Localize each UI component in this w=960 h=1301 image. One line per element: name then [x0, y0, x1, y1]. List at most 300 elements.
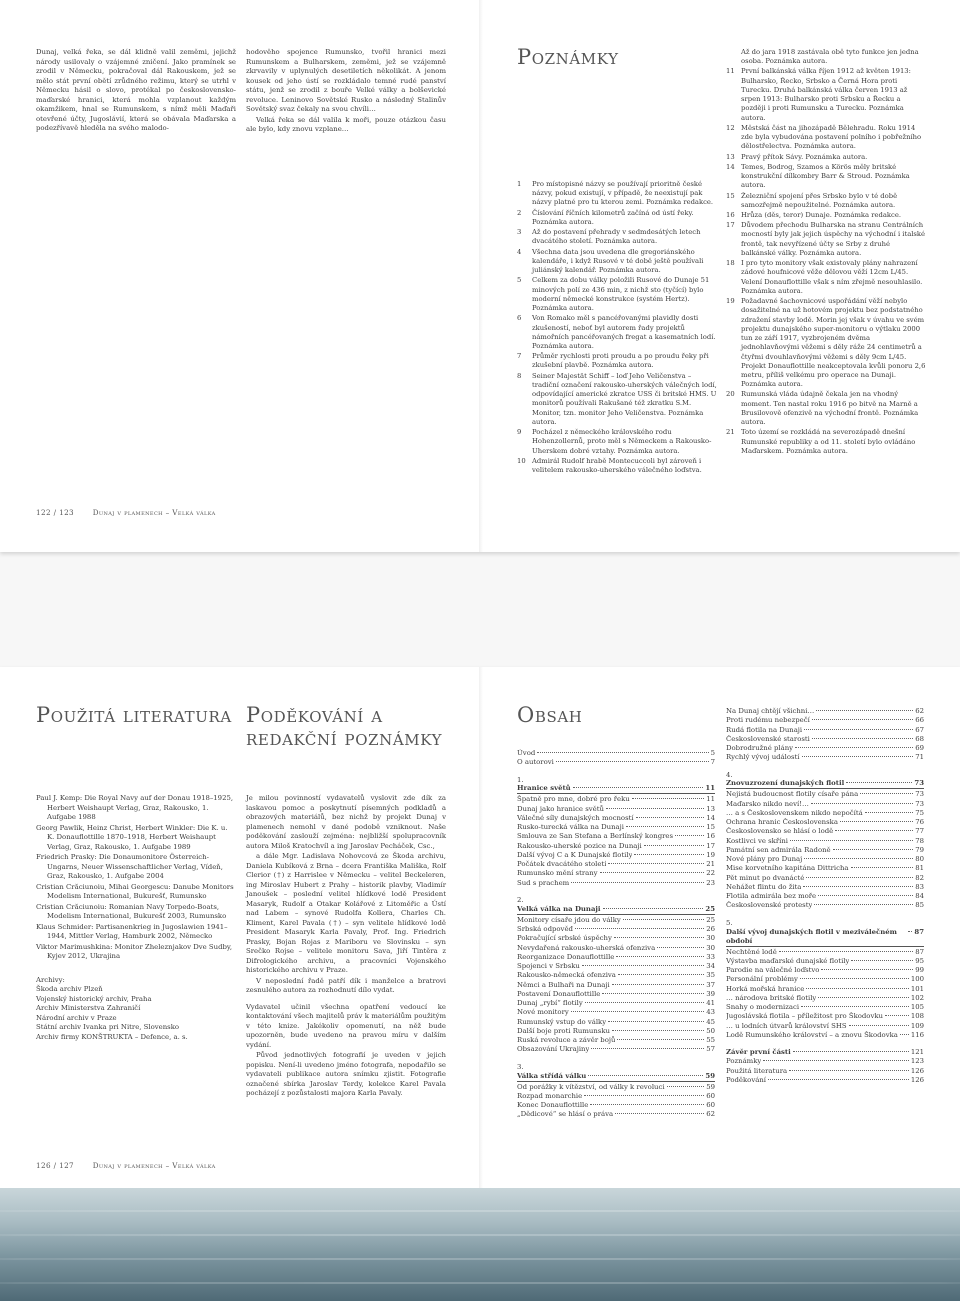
toc-leader-dots [585, 1002, 704, 1003]
toc-entry-title: Československé starosti [726, 734, 810, 743]
toc-entry [517, 1018, 715, 1027]
toc-leader-dots [571, 882, 704, 883]
body-paragraph: Je milou povinností vydavatelů vyslovit zde dík za laskavou pomoc a poskytnutí písemných podkladů a obrazových materiálů, bez nichž by projekt Dunaj v plamenech nemohl v dané podobě vzniknout. Naše poděkování zaslouží zejména: nejbližší spolupracovník autora Miloš Kratochvíl a ing Jaroslav Pecháček, Csc., [246, 794, 446, 850]
footnote [726, 192, 926, 210]
toc-page-number: 69 [915, 744, 924, 752]
toc-entry [517, 832, 715, 841]
toc-entry [517, 842, 715, 851]
toc-entry [726, 735, 924, 744]
toc-entry-title: „Dědicové“ se hlásí o práva [517, 1110, 614, 1119]
toc-page-number: 71 [915, 753, 924, 762]
toc-leader-dots [885, 1015, 909, 1016]
toc-page-number: 19 [706, 850, 715, 859]
toc-leader-dots [806, 988, 909, 989]
literature-heading: Použitá literatura [36, 703, 232, 727]
toc-entry-title: Rychlý vývoj událostí [726, 753, 800, 762]
toc-leader-dots [571, 1011, 704, 1012]
footnote-text: Průměr rychlosti proti proudu a po proudu řeky při zkušební plavbě. Poznámka autora. [532, 352, 709, 370]
toc-entry-title: Obsazování Ukrajiny [517, 1045, 590, 1054]
toc-section-title [517, 905, 715, 915]
toc-column-2 [726, 707, 924, 1085]
toc-entry-title: Ruská revoluce a závěr bojů [517, 1036, 616, 1045]
toc-entry-title: Rudá flotila na Dunaji [726, 725, 803, 734]
footnote-text: Von Romako měl s pancéřovanými plavidly dosti zkušeností, neboť byl autorem řady projektů námořních pancéřovaných fregat a kasematních lodí. Poznámka autora. [532, 314, 716, 350]
footnote-number: 11 [726, 67, 735, 76]
toc-entry-title: Dunaj „rybí“ flotily [517, 999, 583, 1008]
toc-entry-title: Na Dunaj chtějí všichni… [726, 707, 815, 715]
footnote-text: Požadavné šachovnicové uspořádání věží nebylo dosažitelné na už hotovém projektu bez podstatného zdražení stavby lodě. Morin jej však v úvahu ve svém projektu dunajského super-monitoru o výtlaku 2000 tun ze září 1917, vyzbrojeném dvěma jednohlavňovými věžemi s děly ráže 24 centimetrů a čtyřmi dvouhlavňovými věžemi s děly 9cm L/45. Projekt Donauflottille neakceptovala kvůli ponoru 2,6 metru, příliš velkému pro operace na Dunaji. Poznámka autora. [741, 297, 926, 389]
footnote [517, 276, 717, 313]
toc-entry-title: Srbská odpověď [517, 925, 573, 934]
toc-entry-title: Poznámky [726, 1057, 762, 1066]
toc-leader-dots [818, 997, 909, 998]
toc-leader-dots [600, 872, 705, 873]
toc-page-number: 22 [706, 869, 715, 878]
toc-page-number: 87 [915, 947, 924, 956]
toc-entry [726, 753, 924, 762]
toc-entry-title: O autorovi [517, 758, 554, 767]
toc-leader-dots [768, 1079, 909, 1080]
toc-entry-title: Pokračující srbské úspěchy [517, 934, 612, 943]
toc-entry-title: … a s Československem nikdo nepočítá [726, 808, 863, 817]
footnote [726, 297, 926, 389]
footnote-text: Toto území se rozkládá na severozápadě dnešní Rumunské republiky a od 11. století bylo ovládáno Maďarskem. Poznámka autora. [741, 428, 916, 455]
toc-page-number: 60 [706, 1091, 715, 1100]
toc-page-number: 109 [910, 1021, 924, 1030]
toc-entry-title: Proti rudému nebezpečí [726, 716, 810, 725]
toc-page-number: 55 [706, 1036, 715, 1045]
toc-entry [726, 716, 924, 725]
toc-entry [517, 1092, 715, 1101]
toc-entry-title: Československo se hlásí o lodě [726, 827, 834, 836]
footnote-number: 20 [726, 390, 735, 399]
toc-entry [726, 827, 924, 836]
toc-page-number: 102 [910, 993, 924, 1002]
toc-entry [517, 999, 715, 1008]
toc-leader-dots [575, 928, 704, 929]
toc-entry [726, 809, 924, 818]
toc-leader-dots [634, 854, 704, 855]
toc-section [726, 919, 924, 1040]
toc-entry [726, 744, 924, 753]
toc-page-number: 121 [910, 1048, 924, 1057]
toc-page-number: 85 [915, 901, 924, 910]
toc-page-number: 82 [915, 873, 924, 882]
toc-entry [726, 1031, 924, 1040]
footnote-text: Důvodem přechodu Bulharska na stranu Centrálních mocností byly jak jejich úspěchy na východní i italské frontě, tak nevyřízené účty se Srby z druhé balkánské války. Poznámka autora. [741, 221, 926, 257]
water-ripple [0, 1282, 960, 1284]
toc-leader-dots [793, 1051, 909, 1052]
spread-gutter [479, 667, 483, 1188]
toc-entry-title: Dobrodružné plány [726, 744, 794, 752]
toc-leader-dots [804, 729, 913, 730]
archives-label: Archivy: [36, 975, 65, 984]
toc-page-number: 60 [706, 1101, 715, 1110]
toc-leader-dots [632, 798, 704, 799]
toc-page-number: 17 [706, 841, 715, 850]
footnote-number: 6 [517, 314, 522, 323]
text-column-1 [36, 48, 236, 135]
toc-entry-title: Rusko-turecká válka na Dunaji [517, 823, 624, 832]
toc-leader-dots [616, 956, 704, 957]
toc-entry [517, 934, 715, 943]
toc-page-number: 34 [706, 962, 715, 971]
footnote [726, 390, 926, 427]
toc-leader-dots [612, 984, 705, 985]
bibliography-entry: Georg Pawlik, Heinz Christ, Herbert Winkler: Die K. u. K. Donauflottille 1870–1918, Herbert Weishaupt Verlag, Graz, Rakousko, 1. Aufgabe 1989 [36, 823, 228, 851]
folio: 122 / 123 [36, 508, 75, 517]
toc-leader-dots [675, 835, 704, 836]
footnote-text: Hrůza (děs, teror) Dunaje. Poznámka redakce. [741, 210, 902, 219]
footnote [517, 248, 717, 276]
toc-entry-title: Závěr první části [726, 1048, 791, 1057]
footnote [726, 211, 926, 220]
archive-entry: Národní archiv v Praze [36, 1013, 117, 1022]
toc-leader-dots [840, 821, 913, 822]
footnote-text: Pravý přítok Sávy. Poznámka autora. [741, 152, 868, 161]
toc-leader-dots [618, 974, 704, 975]
toc-entry-title: Od porážky k vítězství, od války k revoluci [517, 1082, 665, 1091]
toc-leader-dots [814, 904, 913, 905]
running-title: Dunaj v plamenech – Velká válka [92, 508, 216, 517]
toc-entry-title: Dunaj jako hranice světů [517, 804, 604, 813]
toc-leader-dots [801, 1006, 909, 1007]
toc-leader-dots [582, 965, 704, 966]
toc-entry-title: Ochrana hranic Československa [726, 818, 838, 827]
toc-leader-dots [617, 1039, 704, 1040]
water-ripple [0, 1210, 960, 1212]
footnote [517, 457, 717, 475]
toc-leader-dots [812, 719, 913, 720]
toc-entry [726, 957, 924, 966]
footnote-number: 9 [517, 428, 522, 437]
toc-leader-dots [835, 830, 913, 831]
running-title: Dunaj v plamenech – Velká válka [92, 1161, 216, 1170]
page-footer [36, 508, 216, 517]
toc-leader-dots [608, 863, 704, 864]
toc-section [726, 771, 924, 911]
toc-entry-title: Rumunský vstup do války [517, 1017, 607, 1026]
body-paragraph: Vydavatel učinil všechna opatření vedoucí ke kontaktování všech majitelů práv k materiálům použitým v této knize. Jakékoliv opomenutí, na něž bude upozorněn, bude uvedeno na pravou míru v dalším vydání. [246, 1002, 446, 1049]
notes-heading: Poznámky [517, 45, 619, 69]
archive-entry: Státní archiv Ivanka pri Nitre, Slovensko [36, 1023, 180, 1032]
toc-entry-title: … u lodních útvarů království SHS [726, 1021, 847, 1030]
archive-entry: Škoda archiv Plzeň [36, 985, 103, 994]
toc-entry [517, 1027, 715, 1036]
toc-entry-title: Sud s prachem [517, 878, 570, 887]
toc-entry-title: Další vývoj C a K Dunajské flotily [517, 850, 633, 859]
toc-entry [517, 953, 715, 962]
footnote-text: První balkánská válka říjen 1912 až květen 1913: Bulharsko, Řecko, Srbsko a Černá Hora proti Turecku. Druhá balkánská válka červen 1913 až srpen 1913: Bulharsko proti Srbsku a Řecku a později i proti Rumunsku a Turecku. Poznámka autora. [741, 67, 911, 122]
water-ripple [0, 1258, 960, 1260]
toc-entry [517, 925, 715, 934]
toc-entry-title: Snahy o modernizaci [726, 1003, 800, 1012]
toc-leader-dots [588, 1075, 703, 1076]
toc-entry [517, 1045, 715, 1054]
toc-entry-title: Kostlivci ve skříni [726, 836, 788, 845]
toc-page-number: 7 [710, 758, 715, 767]
footnote-text: Seiner Majestät Schiff – loď Jeho Veličenstva – tradiční označení rakousko-uherských válečných lodí, odpovídající americké zkratce USS či britské HMS. U monitorů používali Rakušané též zkratku S.M. Monitor, tzn. monitor Jeho Veličenstva. Poznámka autora. [532, 371, 717, 426]
footnote-text: Městská část na jihozápadě Bělehradu. Roku 1914 zde byla vybudována postavení polního i pobřežního dělostřelectva. Poznámka autora. [741, 123, 922, 151]
note-continuation: Až do jara 1918 zastávala obě tyto funkce jen jedna osoba. Poznámka autora. [741, 48, 919, 66]
toc-page-number: 41 [706, 999, 715, 1008]
toc-entry [726, 1003, 924, 1012]
toc-leader-dots [779, 951, 913, 952]
toc-entry-title: Spojenci v Srbsku [517, 962, 580, 971]
toc-page-number: 59 [706, 1082, 715, 1091]
toc-closing-entries [726, 1048, 924, 1085]
footnote-number: 5 [517, 276, 522, 285]
toc-page-number: 79 [915, 845, 924, 854]
toc-entry [726, 1057, 924, 1066]
toc-entry [517, 944, 715, 953]
toc-leader-dots [657, 947, 704, 948]
toc-entry-title: Maďarsko nikdo neví!… [726, 799, 809, 808]
toc-page-number: 80 [915, 855, 924, 864]
toc-entry-title: Nové plány pro Dunaj [726, 855, 803, 864]
bibliography-entry: Cristian Crăciunoiu: Romanian Navy Torpedo-Boats, Modelism International, Bukurešť 2003, Rumunsko [36, 902, 227, 921]
toc-page-number: 99 [915, 966, 924, 975]
footnote-number: 12 [726, 123, 735, 132]
toc-section-title [517, 784, 715, 794]
toc-entry [726, 1012, 924, 1021]
toc-leader-dots [636, 817, 705, 818]
bibliography-entry: Viktor Marimushkina: Monitor Zheleznjakov Dve Sudby, Kyjev 2012, Ukrajina [36, 942, 233, 961]
toc-entry-title: Československé protesty [726, 901, 813, 910]
toc-page-number: 59 [705, 1071, 715, 1080]
toc-leader-dots [802, 756, 914, 757]
body-paragraph: Velká řeka se dál valila k moři, pouze otázkou času ale bylo, kdy znovu vzplane… [246, 115, 446, 134]
toc-entry-title: Nechtěné lodě [726, 947, 777, 956]
toc-entry [517, 971, 715, 980]
toc-entry [517, 758, 715, 767]
toc-leader-dots [851, 867, 914, 868]
folio: 126 / 127 [36, 1161, 75, 1170]
toc-entry [517, 869, 715, 878]
toc-entry-title: Flotila admirála bez moře [726, 892, 817, 901]
toc-entry [726, 837, 924, 846]
footnote-number: 21 [726, 428, 735, 437]
toc-section-title-text: Znovuzrození dunajských flotil [726, 779, 845, 788]
toc-entry-title: Rakousko-německá ofenziva [517, 971, 616, 980]
toc-entry [726, 800, 924, 809]
toc-entry [517, 1110, 715, 1119]
toc-page-number: 11 [705, 784, 715, 793]
thanks-column [246, 794, 446, 1100]
notes-column-1 [517, 180, 717, 476]
body-paragraph: V neposlední řadě patří dík i manželce a bratrovi zesnulého autora za rozhodnutí dílo vydat. [246, 976, 446, 995]
toc-entry [517, 981, 715, 990]
toc-page-number: 16 [706, 832, 715, 841]
toc-leader-dots [763, 1060, 909, 1061]
toc-leader-dots [833, 849, 914, 850]
footnote [726, 259, 926, 296]
toc-entry-title: Lodě Rumunského království – a znovu Škodovka [726, 1030, 898, 1039]
footnote-text: Rumunská vláda údajně čekala jen na vhodný moment. Ten nastal roku 1916 po bitvě na Marně a Brusilovově ofenzivě na východní frontě. Poznámka autora. [741, 390, 919, 427]
toc-entry-title: Monitory císaře jdou do války [517, 915, 621, 924]
footnote [726, 163, 926, 191]
footnote-number: 7 [517, 352, 522, 361]
footnote [517, 209, 717, 227]
toc-leader-dots [812, 738, 913, 739]
toc-page-number: 30 [706, 943, 715, 952]
footnote-number: 8 [517, 371, 522, 380]
toc-entry [726, 1048, 924, 1057]
bibliography-entry: Klaus Schmider: Partisanenkrieg in Jugoslawien 1941–1944, Mittler Verlag, Hamburk 2002, Německo [36, 922, 228, 941]
toc-entry [517, 1008, 715, 1017]
toc-page-number: 11 [706, 795, 715, 804]
book-spread-bottom [0, 667, 960, 1188]
toc-section [517, 1063, 715, 1120]
toc-page-number: 26 [706, 925, 715, 934]
toc-entry [726, 1022, 924, 1031]
toc-entry-title: Personální problémy [726, 975, 798, 984]
footnote-number: 15 [726, 191, 735, 200]
toc-page-number: 126 [910, 1075, 924, 1084]
toc-leader-dots [606, 808, 704, 809]
toc-page-number: 66 [915, 716, 924, 725]
toc-page-number: 84 [915, 892, 924, 901]
toc-entry [726, 948, 924, 957]
bibliography-entry: Friedrich Prasky: Die Donaumonitore Österreich-Ungarns, Neuer Wissenschaftlicher Verlag, Vídeň, Graz, Rakousko, 1. Aufgabe 2004 [36, 853, 223, 881]
toc-leader-dots [667, 1086, 705, 1087]
toc-page-number: 67 [915, 725, 924, 734]
toc-entry [517, 1036, 715, 1045]
toc-entry [726, 726, 924, 735]
toc-page-number: 35 [706, 971, 715, 980]
toc-leader-dots [790, 840, 913, 841]
footnote [726, 124, 926, 152]
toc-section-title [726, 779, 924, 789]
toc-entry [517, 795, 715, 804]
toc-leader-dots [821, 969, 913, 970]
toc-leader-dots [608, 1021, 704, 1022]
footnote-number: 14 [726, 162, 735, 171]
toc-page-number: 39 [706, 989, 715, 998]
toc-page-number: 83 [915, 882, 924, 891]
spread-gutter [479, 0, 483, 552]
footnote-text: Temes, Bodrog, Szamos a Körös měly britské konstrukční dílkombry Barr & Stroud. Poznámka autora. [741, 162, 910, 190]
archives-block [36, 976, 236, 1043]
footnote-number: 16 [726, 210, 735, 219]
toc-entry-title: Počátek dvacátého století [517, 860, 607, 869]
toc-page-number: 21 [706, 860, 715, 869]
toc-page-number: 73 [915, 799, 924, 808]
toc-page-number: 25 [706, 915, 715, 924]
toc-page-number: 105 [910, 1003, 924, 1012]
toc-leader-dots [816, 710, 913, 711]
notes-column-2 [726, 48, 926, 457]
toc-page-number: 62 [915, 707, 924, 715]
toc-entry [726, 966, 924, 975]
footnote-text: Až do postavení přehrady v sedmdesátých letech dvacátého století. Poznámka autora. [532, 228, 701, 246]
toc-page-number: 73 [914, 779, 924, 788]
archive-entry: Vojenský historický archiv, Praha [36, 994, 152, 1003]
toc-entry-title: Nové monitory [517, 1008, 569, 1017]
toc-section-title [517, 1072, 715, 1082]
toc-leader-dots [795, 747, 913, 748]
toc-entry [517, 805, 715, 814]
toc-page-number: 62 [706, 1110, 715, 1119]
text-column-2 [246, 48, 446, 136]
toc-section-title-text: Velká válka na Dunaji [517, 904, 601, 913]
toc-page-number: 45 [706, 1017, 715, 1026]
footnote-number: 2 [517, 208, 522, 217]
bibliography-entry: Paul J. Kemp: Die Royal Navy auf der Donau 1918–1925, Herbert Weishaupt Verlag, Graz, Rakousko, 1. Aufgabe 1988 [36, 794, 234, 822]
toc-entry-title: Němci a Bulhaři na Dunaji [517, 980, 610, 989]
footnote-number: 19 [726, 297, 735, 306]
toc-entry-title: Smlouva ze San Stefana a Berlínský kongres [517, 832, 674, 841]
toc-entry [726, 707, 924, 716]
toc-leader-dots [573, 787, 704, 788]
toc-entry-title: Pět minut po dvanácté [726, 873, 805, 882]
body-paragraph: Původ jednotlivých fotografií je uveden v jejich popisku. Není-li uvedeno jméno fotografa, nepodařilo se vydavateli publikace autora snímku zjistit. Fotografie označené sbírka Jaroslav Terdy, kolekce Karel Pavala pocházejí z pozůstalosti majora Karla Pavaly. [246, 1051, 446, 1098]
toc-entry [726, 855, 924, 864]
footnote [517, 428, 717, 456]
toc-section [517, 896, 715, 1055]
toc-entry [726, 1076, 924, 1085]
toc-leader-dots [818, 895, 913, 896]
toc-page-number: 116 [910, 1030, 924, 1039]
footnote-text: Všechna data jsou uvedena dle gregoriánského kalendáře, i když Rusové v té době ještě používali juliánský kalendář. Poznámka autora. [532, 247, 704, 275]
footnote [726, 153, 926, 162]
toc-column-1 [517, 749, 715, 1120]
toc-entry [726, 883, 924, 892]
toc-entry [726, 864, 924, 873]
toc-entry [726, 846, 924, 855]
toc-entry-title: Válečné síly dunajských mocností [517, 813, 634, 822]
toc-leader-dots [811, 803, 913, 804]
toc-leader-dots [615, 1113, 704, 1114]
toc-page-number: 73 [915, 790, 924, 799]
toc-entry [517, 814, 715, 823]
toc-leader-dots [612, 1030, 704, 1031]
toc-page-number: 100 [910, 975, 924, 984]
toc-leader-dots [537, 752, 708, 753]
toc-leader-dots [806, 877, 913, 878]
footnote-text: Celkem za dobu války položili Rusové do Dunaje 51 minových polí ze 436 min, z nichž sto (tyčící) bylo moderní německé konstrukce (systém Hertz). Poznámka autora. [532, 276, 710, 313]
toc-page-number: 30 [706, 934, 715, 943]
footnote-text: I pro tyto monitory však existovaly plány nahrazení zádové houfnicové věže dělovou věží 12cm L/45. Velení Donauflottille však s ním zřejmě nesouhlasilo. Poznámka autora. [741, 259, 923, 295]
toc-leader-dots [556, 761, 709, 762]
toc-page-number: 50 [706, 1026, 715, 1035]
toc-entry-title: Výstavba maďarské dunajské flotily [726, 956, 850, 965]
toc-page-number: 101 [910, 984, 924, 993]
footnote-text: Pro místopisné názvy se používají prioritně české názvy, pokud existují, v případě, že neexistují pak názvy platné pro tu kterou zemi. Poznámka redakce. [532, 180, 714, 207]
body-paragraph: Dunaj, velká řeka, se dál klidně valil zeměmi, jejichž národy usilovaly o vzájemné zničení. Jako pramínek se zrodil v Německu, pokračoval dál Rakouskem, jež se mělo stát první obětí zrůdného režimu, který se utrhl v Německu hásil o slovo, protékal po československo-maďarské hranici, která mohla vzplanout každým okamžikem, hnal se Rumunskem, s nímž měli Maďaři otevřené účty, Jugoslávií, která se obávala Maďarska a podezřívavě hleděla na svého malodo- [36, 48, 236, 133]
toc-leader-dots [626, 826, 704, 827]
toc-page-number: 78 [915, 836, 924, 845]
toc-entry [726, 994, 924, 1003]
toc-page-number: 126 [910, 1066, 924, 1075]
toc-entry-title: Reorganizace Donauflottille [517, 952, 615, 961]
toc-page-number: 33 [706, 952, 715, 961]
toc-page-number: 43 [706, 1008, 715, 1017]
bibliography-entry: Cristian Crăciunoiu, Mihai Georgescu: Danube Monitors Modelism International, Bukurešť, Rumunsko [36, 882, 234, 901]
literature-column [36, 794, 236, 1042]
toc-leader-dots [644, 845, 704, 846]
toc-page-number: 23 [706, 878, 715, 887]
footnote [517, 180, 717, 208]
toc-section-number: 3. [517, 1062, 524, 1071]
footnote [517, 352, 717, 370]
toc-entry-title: Parodie na válečné loďstvo [726, 966, 820, 975]
toc-entry [517, 879, 715, 888]
toc-section-title-text: Další vývoj dunajských flotil v meziválečném období [726, 927, 897, 945]
water-ripple [0, 1234, 960, 1236]
toc-section-title-text: Válka střídá válku [517, 1071, 587, 1080]
toc-entry [726, 818, 924, 827]
